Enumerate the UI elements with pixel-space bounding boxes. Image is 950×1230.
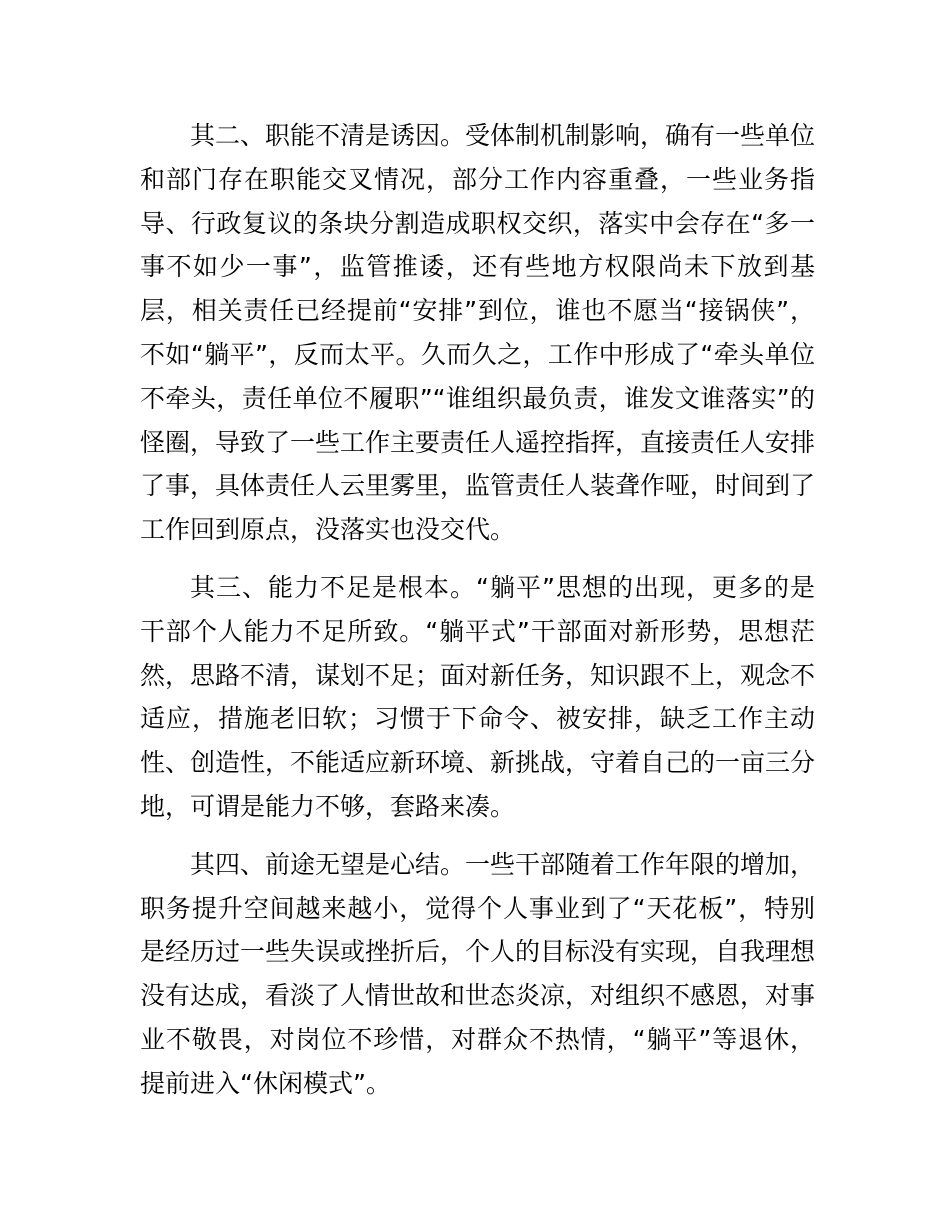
paragraph-3: 其三、能力不足是根本。“躺平”思想的出现，更多的是干部个人能力不足所致。“躺平式”干部面对新形势，思想茫然，思路不清，谋划不足；面对新任务，知识跟不上，观念不适应，措施老旧软；习惯于下命令、被安排，缺乏工作主动性、创造性，不能适应新环境、新挑战，守着自己的一亩三分地，可谓是能力不够，套路来凑。 [140,572,816,821]
paragraph-4: 其四、前途无望是心结。一些干部随着工作年限的增加，职务提升空间越来越小，觉得个人事业到了“天花板”，特别是经历过一些失误或挫折后，个人的目标没有实现，自我理想没有达成，看淡了人情世故和世态炎凉，对组织不感恩，对事业不敬畏，对岗位不珍惜，对群众不热情，“躺平”等退休，提前进入“休闲模式”。 [140,849,816,1098]
paragraph-2: 其二、职能不清是诱因。受体制机制影响，确有一些单位和部门存在职能交叉情况，部分工作内容重叠，一些业务指导、行政复议的条块分割造成职权交织，落实中会存在“多一事不如少一事”，监管推诿，还有些地方权限尚未下放到基层，相关责任已经提前“安排”到位，谁也不愿当“接锅侠”，不如“躺平”，反而太平。久而久之，工作中形成了“牵头单位不牵头，责任单位不履职”“谁组织最负责，谁发文谁落实”的怪圈，导致了一些工作主要责任人遥控指挥，直接责任人安排了事，具体责任人云里雾里，监管责任人装聋作哑，时间到了工作回到原点，没落实也没交代。 [140,121,816,545]
document-page [140,114,815,1120]
